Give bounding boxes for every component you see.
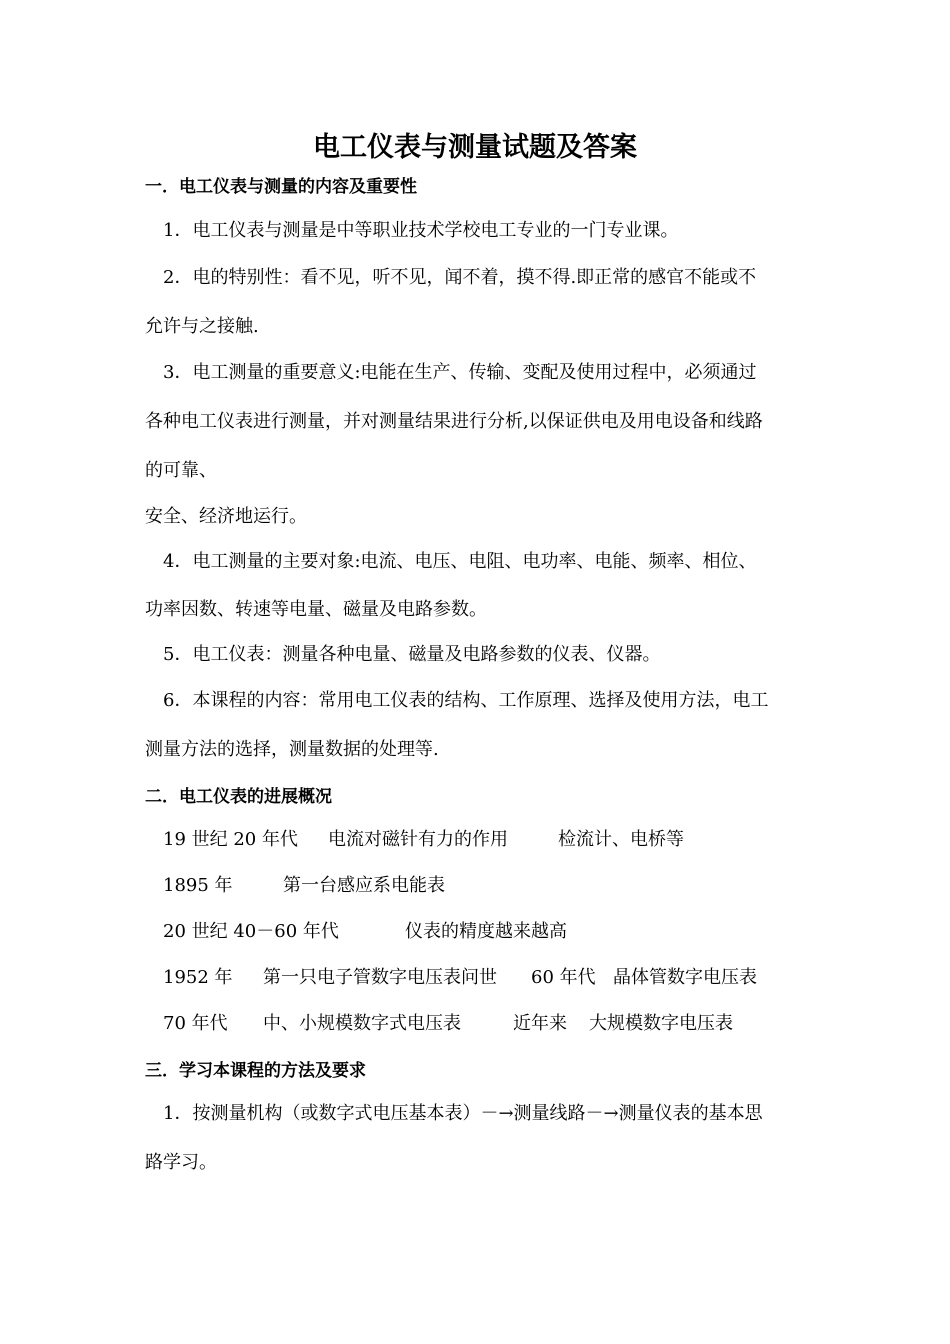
timeline-period: 近年来 [513, 1013, 567, 1034]
paragraph-line: 允许与之接触. [145, 316, 259, 337]
timeline-period: 1895 年 [163, 875, 233, 896]
paragraph-line: 路学习。 [145, 1152, 217, 1173]
paragraph-line: 1．按测量机构（或数字式电压基本表）－→测量线路－→测量仪表的基本思 [163, 1103, 763, 1124]
paragraph-line: 2．电的特别性：看不见，听不见，闻不着，摸不得.即正常的感官不能或不 [163, 267, 757, 288]
paragraph-line: 测量方法的选择，测量数据的处理等. [145, 739, 439, 760]
timeline-period: 70 年代 [163, 1013, 228, 1034]
paragraph-line: 功率因数、转速等电量、磁量及电路参数。 [145, 599, 487, 620]
paragraph-line: 5．电工仪表：测量各种电量、磁量及电路参数的仪表、仪器。 [163, 644, 661, 665]
timeline-event: 大规模数字电压表 [589, 1013, 733, 1034]
section-3-heading: 三．学习本课程的方法及要求 [145, 1061, 366, 1081]
timeline-period: 19 世纪 20 年代 [163, 829, 298, 850]
timeline-event: 第一台感应系电能表 [283, 875, 445, 896]
paragraph-line: 安全、经济地运行。 [145, 506, 307, 527]
timeline-event: 中、小规模数字式电压表 [263, 1013, 461, 1034]
paragraph-line: 3．电工测量的重要意义:电能在生产、传输、变配及使用过程中，必须通过 [163, 362, 757, 383]
paragraph-line: 各种电工仪表进行测量，并对测量结果进行分析,以保证供电及用电设备和线路 [145, 411, 763, 432]
document-title: 电工仪表与测量试题及答案 [313, 132, 637, 163]
timeline-period: 60 年代 [531, 967, 596, 988]
timeline-event: 检流计、电桥等 [558, 829, 684, 850]
paragraph-line: 6．本课程的内容：常用电工仪表的结构、工作原理、选择及使用方法，电工 [163, 690, 769, 711]
timeline-period: 20 世纪 40－60 年代 [163, 921, 339, 942]
timeline-event: 晶体管数字电压表 [613, 967, 757, 988]
timeline-event: 第一只电子管数字电压表问世 [263, 967, 497, 988]
paragraph-line: 4．电工测量的主要对象:电流、电压、电阻、电功率、电能、频率、相位、 [163, 551, 757, 572]
paragraph-line: 1．电工仪表与测量是中等职业技术学校电工专业的一门专业课。 [163, 220, 679, 241]
timeline-event: 仪表的精度越来越高 [405, 921, 567, 942]
timeline-event: 电流对磁针有力的作用 [328, 829, 508, 850]
timeline-period: 1952 年 [163, 967, 233, 988]
section-1-heading: 一．电工仪表与测量的内容及重要性 [145, 177, 417, 197]
paragraph-line: 的可靠、 [145, 460, 217, 481]
section-2-heading: 二．电工仪表的进展概况 [145, 787, 332, 807]
